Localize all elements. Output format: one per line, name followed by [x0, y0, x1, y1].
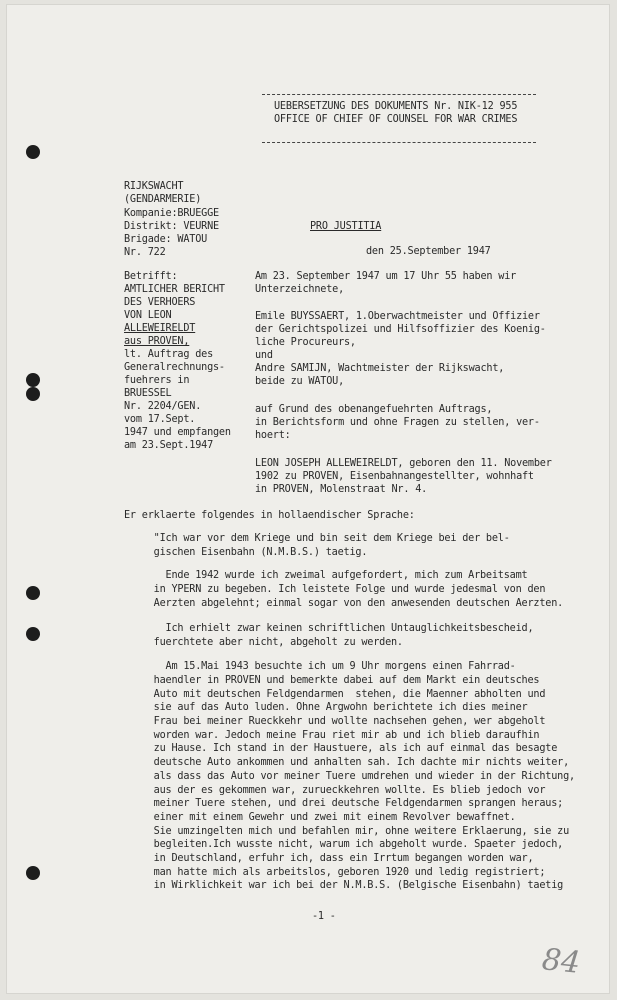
- subject-line: AMTLICHER BERICHT: [124, 284, 225, 295]
- body-line: Er erklaerte folgendes in hollaendischer Sprache:: [124, 510, 415, 521]
- intro-line: der Gerichtspolizei und Hilfsoffizier des Koenig-: [255, 324, 546, 335]
- body-line: Aerzten abgelehnt; einmal sogar von den anwesenden deutschen Aerzten.: [124, 598, 564, 609]
- sender-line: Kompanie:BRUEGGE: [124, 208, 219, 219]
- subject-line: vom 17.Sept.: [124, 414, 196, 425]
- body-line: "Ich war vor dem Kriege und bin seit dem Kriege bei der bel-: [124, 533, 510, 544]
- body-line: Auto mit deutschen Feldgendarmen stehen, die Maenner abholten und: [124, 689, 546, 700]
- body-line: gischen Eisenbahn (N.M.B.S.) taetig.: [124, 547, 368, 558]
- translation-line: UEBERSETZUNG DES DOKUMENTS Nr. NIK-12 955: [274, 101, 518, 112]
- body-line: fuerchtete aber nicht, abgeholt zu werden.: [124, 637, 403, 648]
- body-line: Ich erhielt zwar keinen schriftlichen Untauglichkeitsbescheid,: [124, 623, 534, 634]
- intro-line: Emile BUYSSAERT, 1.Oberwachtmeister und Offizier: [255, 311, 540, 322]
- subject-line: am 23.Sept.1947: [124, 440, 214, 451]
- sender-line: Distrikt: VEURNE: [124, 221, 219, 232]
- subject-line: VON LEON: [124, 310, 172, 321]
- subject-line: 1947 und empfangen: [124, 427, 231, 438]
- sender-line: Brigade: WATOU: [124, 234, 208, 245]
- subject-line: ALLEWEIRELDT: [124, 323, 196, 334]
- body-line: man hatte mich als arbeitslos, geboren 1920 und ledig registriert;: [124, 867, 546, 878]
- handwritten-page-number: 84: [540, 942, 582, 981]
- body-line: Frau bei meiner Rueckkehr und wollte nachsehen gehen, wer abgeholt: [124, 716, 546, 727]
- body-line: begleiten.Ich wusste nicht, warum ich abgeholt wurde. Spaeter jedoch,: [124, 839, 564, 850]
- header-rule-bottom: [262, 142, 536, 143]
- punch-hole: [26, 627, 40, 641]
- intro-line: beide zu WATOU,: [255, 376, 345, 387]
- body-line: Ende 1942 wurde ich zweimal aufgefordert, mich zum Arbeitsamt: [124, 570, 528, 581]
- body-line: meiner Tuere stehen, und drei deutsche Feldgendarmen sprangen heraus;: [124, 798, 564, 809]
- body-line: in YPERN zu begeben. Ich leistete Folge und wurde jedesmal von den: [124, 584, 546, 595]
- sender-line: RIJKSWACHT: [124, 181, 184, 192]
- intro-line: 1902 zu PROVEN, Eisenbahnangestellter, wohnhaft: [255, 471, 534, 482]
- intro-line: in PROVEN, Molenstraat Nr. 4.: [255, 484, 428, 495]
- body-line: worden war. Jedoch meine Frau riet mir ab und ich blieb daraufhin: [124, 730, 540, 741]
- body-line: haendler in PROVEN und bemerkte dabei auf dem Markt ein deutsches: [124, 675, 540, 686]
- punch-hole: [26, 387, 40, 401]
- subject-line: Generalrechnungs-: [124, 362, 225, 373]
- intro-line: hoert:: [255, 430, 291, 441]
- sender-line: Nr. 722: [124, 247, 166, 258]
- intro-line: in Berichtsform und ohne Fragen zu stellen, ver-: [255, 417, 540, 428]
- intro-line: Am 23. September 1947 um 17 Uhr 55 haben wir: [255, 271, 517, 282]
- punch-hole: [26, 373, 40, 387]
- punch-hole: [26, 586, 40, 600]
- subject-line: BRUESSEL: [124, 388, 172, 399]
- date-line: den 25.September 1947: [366, 246, 491, 257]
- body-line: aus der es gekommen war, zurueckkehren wollte. Es blieb jedoch vor: [124, 785, 546, 796]
- punch-hole: [26, 145, 40, 159]
- intro-line: Unterzeichnete,: [255, 284, 345, 295]
- body-line: einer mit einem Gewehr und zwei mit einem Revolver bewaffnet.: [124, 812, 516, 823]
- page-number: -1 -: [312, 911, 336, 922]
- body-line: sie auf das Auto luden. Ohne Argwohn berichtete ich dies meiner: [124, 702, 528, 713]
- intro-line: LEON JOSEPH ALLEWEIRELDT, geboren den 11. November: [255, 458, 552, 469]
- body-line: als dass das Auto vor meiner Tuere umdrehen und wieder in der Richtung,: [124, 771, 575, 782]
- body-line: Sie umzingelten mich und befahlen mir, ohne weitere Erklaerung, sie zu: [124, 826, 570, 837]
- body-line: deutsche Auto ankommen und anhalten sah. Ich dachte mir nichts weiter,: [124, 757, 570, 768]
- header-rule-top: [262, 94, 536, 95]
- intro-line: auf Grund des obenangefuehrten Auftrags,: [255, 404, 493, 415]
- intro-line: liche Procureurs,: [255, 337, 356, 348]
- subject-line: lt. Auftrag des: [124, 349, 214, 360]
- punch-hole: [26, 866, 40, 880]
- body-line: Am 15.Mai 1943 besuchte ich um 9 Uhr morgens einen Fahrrad-: [124, 661, 516, 672]
- intro-line: Andre SAMIJN, Wachtmeister der Rijkswacht,: [255, 363, 505, 374]
- subject-line: DES VERHOERS: [124, 297, 196, 308]
- subject-line: Betrifft:: [124, 271, 178, 282]
- body-line: in Deutschland, erfuhr ich, dass ein Irrtum begangen worden war,: [124, 853, 534, 864]
- intro-line: und: [255, 350, 273, 361]
- subject-line: aus PROVEN,: [124, 336, 190, 347]
- body-line: in Wirklichkeit war ich bei der N.M.B.S. (Belgische Eisenbahn) taetig: [124, 880, 564, 891]
- sender-line: (GENDARMERIE): [124, 194, 202, 205]
- body-line: zu Hause. Ich stand in der Haustuere, als ich auf einmal das besagte: [124, 743, 558, 754]
- office-line: OFFICE OF CHIEF OF COUNSEL FOR WAR CRIMES: [274, 114, 518, 125]
- pro-justitia-heading: PRO JUSTITIA: [310, 221, 382, 232]
- subject-line: Nr. 2204/GEN.: [124, 401, 202, 412]
- subject-line: fuehrers in: [124, 375, 190, 386]
